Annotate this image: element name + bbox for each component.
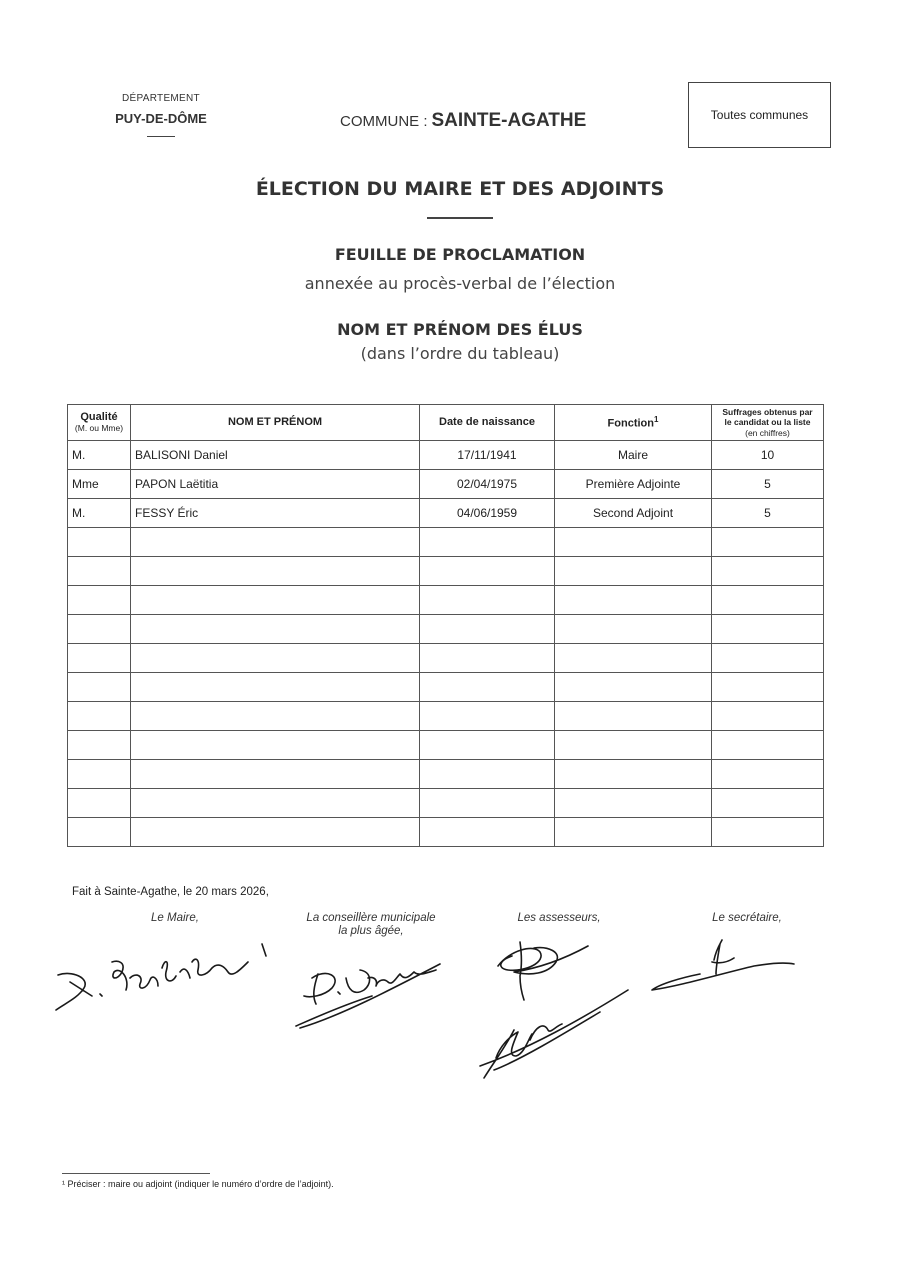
cell-suffrages: 5 — [712, 499, 824, 528]
toutes-communes-text: Toutes communes — [710, 108, 809, 122]
header-suffrages-line3: (en chiffres) — [745, 427, 790, 438]
councillor-signature — [296, 964, 440, 1028]
header-qualite-note: (M. ou Mme) — [74, 422, 124, 433]
cell-suffrages: 10 — [712, 441, 824, 470]
commune-name: SAINTE-AGATHE — [431, 110, 587, 131]
cell-date: 17/11/1941 — [420, 441, 555, 470]
cell-qualite: M. — [68, 499, 131, 528]
assessor-signature-2 — [480, 990, 628, 1078]
councillor-label-line1: La conseillère municipale — [306, 912, 436, 924]
cell-date: 02/04/1975 — [420, 470, 555, 499]
section-note: (dans l’ordre du tableau) — [360, 344, 560, 363]
cell-suffrages: 5 — [712, 470, 824, 499]
cell-fonction: Première Adjointe — [555, 470, 712, 499]
header-suffrages-line1: Suffrages obtenus par — [722, 407, 813, 418]
footnote-divider — [62, 1173, 210, 1174]
assessor-signature-1 — [498, 942, 588, 1000]
cell-date: 04/06/1959 — [420, 499, 555, 528]
document-subtitle: FEUILLE DE PROCLAMATION — [334, 245, 586, 264]
header-fonction-label: Fonction — [607, 417, 654, 430]
commune-label: COMMUNE : — [340, 113, 428, 130]
department-label: DÉPARTEMENT — [122, 93, 200, 104]
secretary-signature — [652, 940, 794, 990]
cell-nom: FESSY Éric — [131, 499, 420, 528]
document-title: ÉLECTION DU MAIRE ET DES ADJOINTS — [255, 178, 665, 200]
place-date-line: Fait à Sainte-Agathe, le 20 mars 2026, — [72, 886, 269, 898]
footnote: ¹ Préciser : maire ou adjoint (indiquer le numéro d’ordre de l’adjoint). — [62, 1179, 334, 1189]
department-name: PUY-DE-DÔME — [115, 111, 207, 126]
document-subtitle-note: annexée au procès-verbal de l’élection — [304, 274, 616, 293]
cell-fonction: Second Adjoint — [555, 499, 712, 528]
header-nom: NOM ET PRÉNOM — [131, 405, 420, 441]
header-fonction-footnote-mark: 1 — [653, 414, 659, 424]
mayor-signature — [56, 944, 266, 1010]
header-date: Date de naissance — [420, 405, 555, 441]
mayor-signature-label: Le Maire, — [151, 912, 199, 924]
cell-fonction: Maire — [555, 441, 712, 470]
section-title: NOM ET PRÉNOM DES ÉLUS — [337, 320, 583, 339]
assessors-signature-label: Les assesseurs, — [517, 912, 601, 924]
councillor-label-line2: la plus âgée, — [338, 925, 404, 938]
cell-nom: BALISONI Daniel — [131, 441, 420, 470]
cell-qualite: Mme — [68, 470, 131, 499]
header-suffrages-line2: le candidat ou la liste — [724, 417, 811, 428]
cell-nom: PAPON Laëtitia — [131, 470, 420, 499]
cell-qualite: M. — [68, 441, 131, 470]
header-qualite-label: Qualité — [80, 411, 118, 424]
secretary-signature-label: Le secrétaire, — [712, 912, 782, 924]
